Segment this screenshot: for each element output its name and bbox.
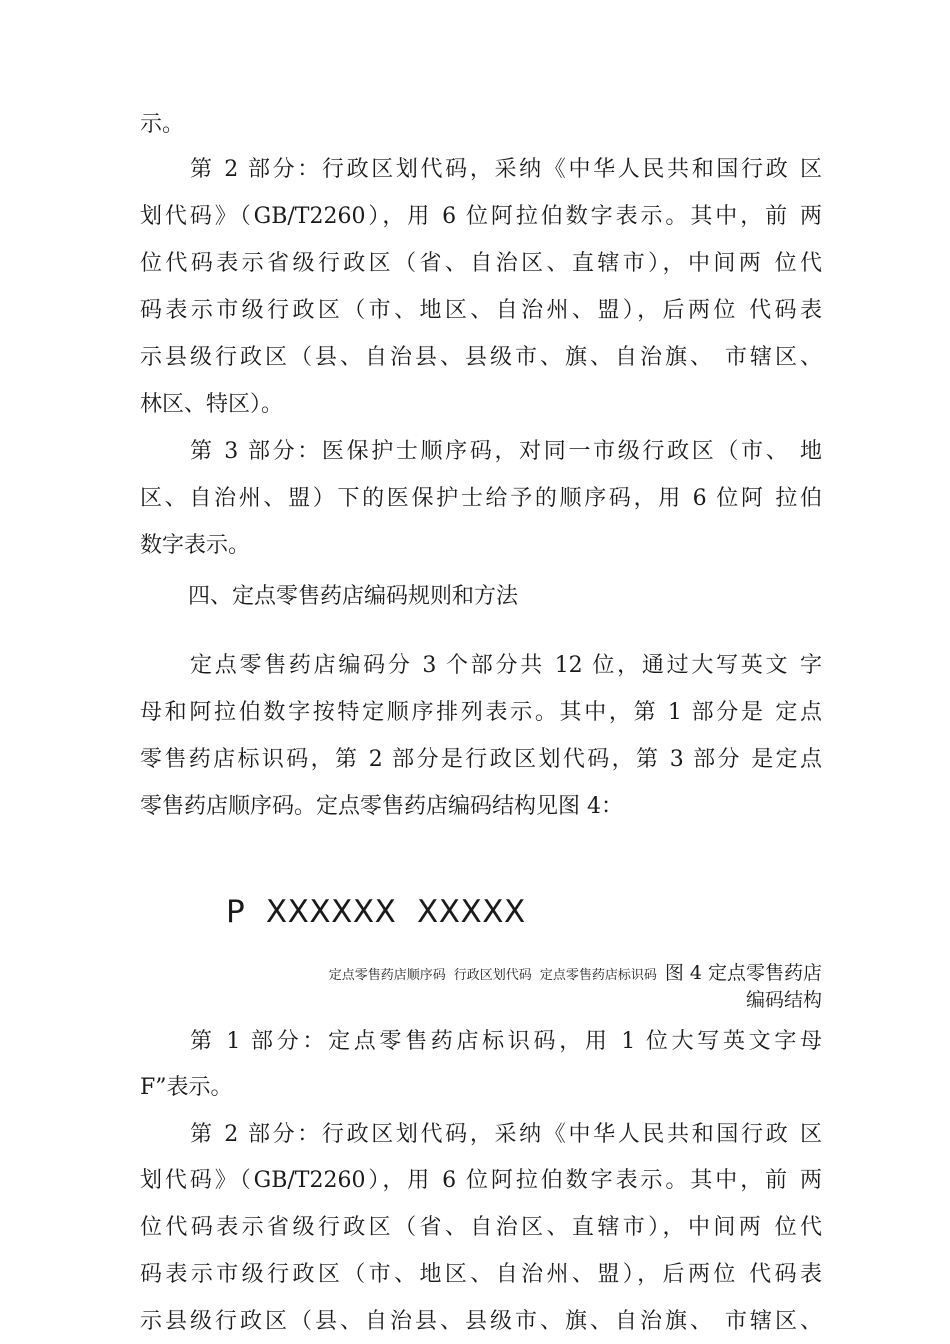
paragraph-line: 示县级行政区（县、自治县、县级市、旗、自治旗、 市辖区、 — [140, 345, 822, 370]
paragraph-line: 示县级行政区（县、自治县、县级市、旗、自治旗、 市辖区、 — [140, 1309, 822, 1334]
paragraph-line: F”表示。 — [140, 1075, 233, 1100]
paragraph-line: 第 1 部分：定点零售药店标识码，用 1 位大写英文字母 — [190, 1029, 822, 1054]
code-structure-pattern: P XXXXXX XXXXX — [226, 894, 526, 930]
paragraph-line: 划代码》（GB/T2260），用 6 位阿拉伯数字表示。其中，前 两 — [140, 1168, 822, 1193]
paragraph-line: 零售药店标识码，第 2 部分是行政区划代码，第 3 部分 是定点 — [140, 747, 822, 772]
label-store-sequence-code: 定点零售药店顺序码 — [328, 968, 446, 983]
paragraph-line: 位代码表示省级行政区（省、自治区、直辖市），中间两 位代 — [140, 1215, 822, 1240]
paragraph-line: 划代码》（GB/T2260），用 6 位阿拉伯数字表示。其中，前 两 — [140, 204, 822, 229]
paragraph-line: 位代码表示省级行政区（省、自治区、直辖市），中间两 位代 — [140, 251, 822, 276]
paragraph-line: 第 3 部分：医保护士顺序码，对同一市级行政区（市、 地 — [190, 439, 822, 464]
section-heading: 四、定点零售药店编码规则和方法 — [188, 584, 519, 609]
paragraph-line: 示。 — [140, 112, 185, 137]
paragraph-line: 第 2 部分：行政区划代码，采纳《中华人民共和国行政 区 — [190, 1122, 822, 1147]
paragraph-line: 林区、特区）。 — [140, 392, 284, 417]
figure-labels-row — [240, 958, 822, 985]
paragraph-line: 零售药店顺序码。定点零售药店编码结构见图 4： — [140, 794, 623, 819]
figure-caption-continued: 编码结构 — [745, 989, 822, 1011]
paragraph-line: 码表示市级行政区（市、地区、自治州、盟），后两位 代码表 — [140, 298, 822, 323]
paragraph-line: 定点零售药店编码分 3 个部分共 12 位，通过大写英文 字 — [190, 653, 822, 678]
label-admin-division-code: 行政区划代码 — [453, 968, 532, 983]
paragraph-line: 数字表示。 — [140, 533, 251, 558]
paragraph-line: 母和阿拉伯数字按特定顺序排列表示。其中，第 1 部分是 定点 — [140, 700, 822, 725]
label-store-identifier-code: 定点零售药店标识码 — [539, 968, 657, 983]
paragraph-line: 区、自治州、盟）下的医保护士给予的顺序码，用 6 位阿 拉伯 — [140, 486, 822, 511]
figure-caption: 图 4 定点零售药店 — [664, 962, 822, 984]
paragraph-line: 码表示市级行政区（市、地区、自治州、盟），后两位 代码表 — [140, 1262, 822, 1287]
paragraph-line: 第 2 部分：行政区划代码，采纳《中华人民共和国行政 区 — [190, 157, 822, 182]
